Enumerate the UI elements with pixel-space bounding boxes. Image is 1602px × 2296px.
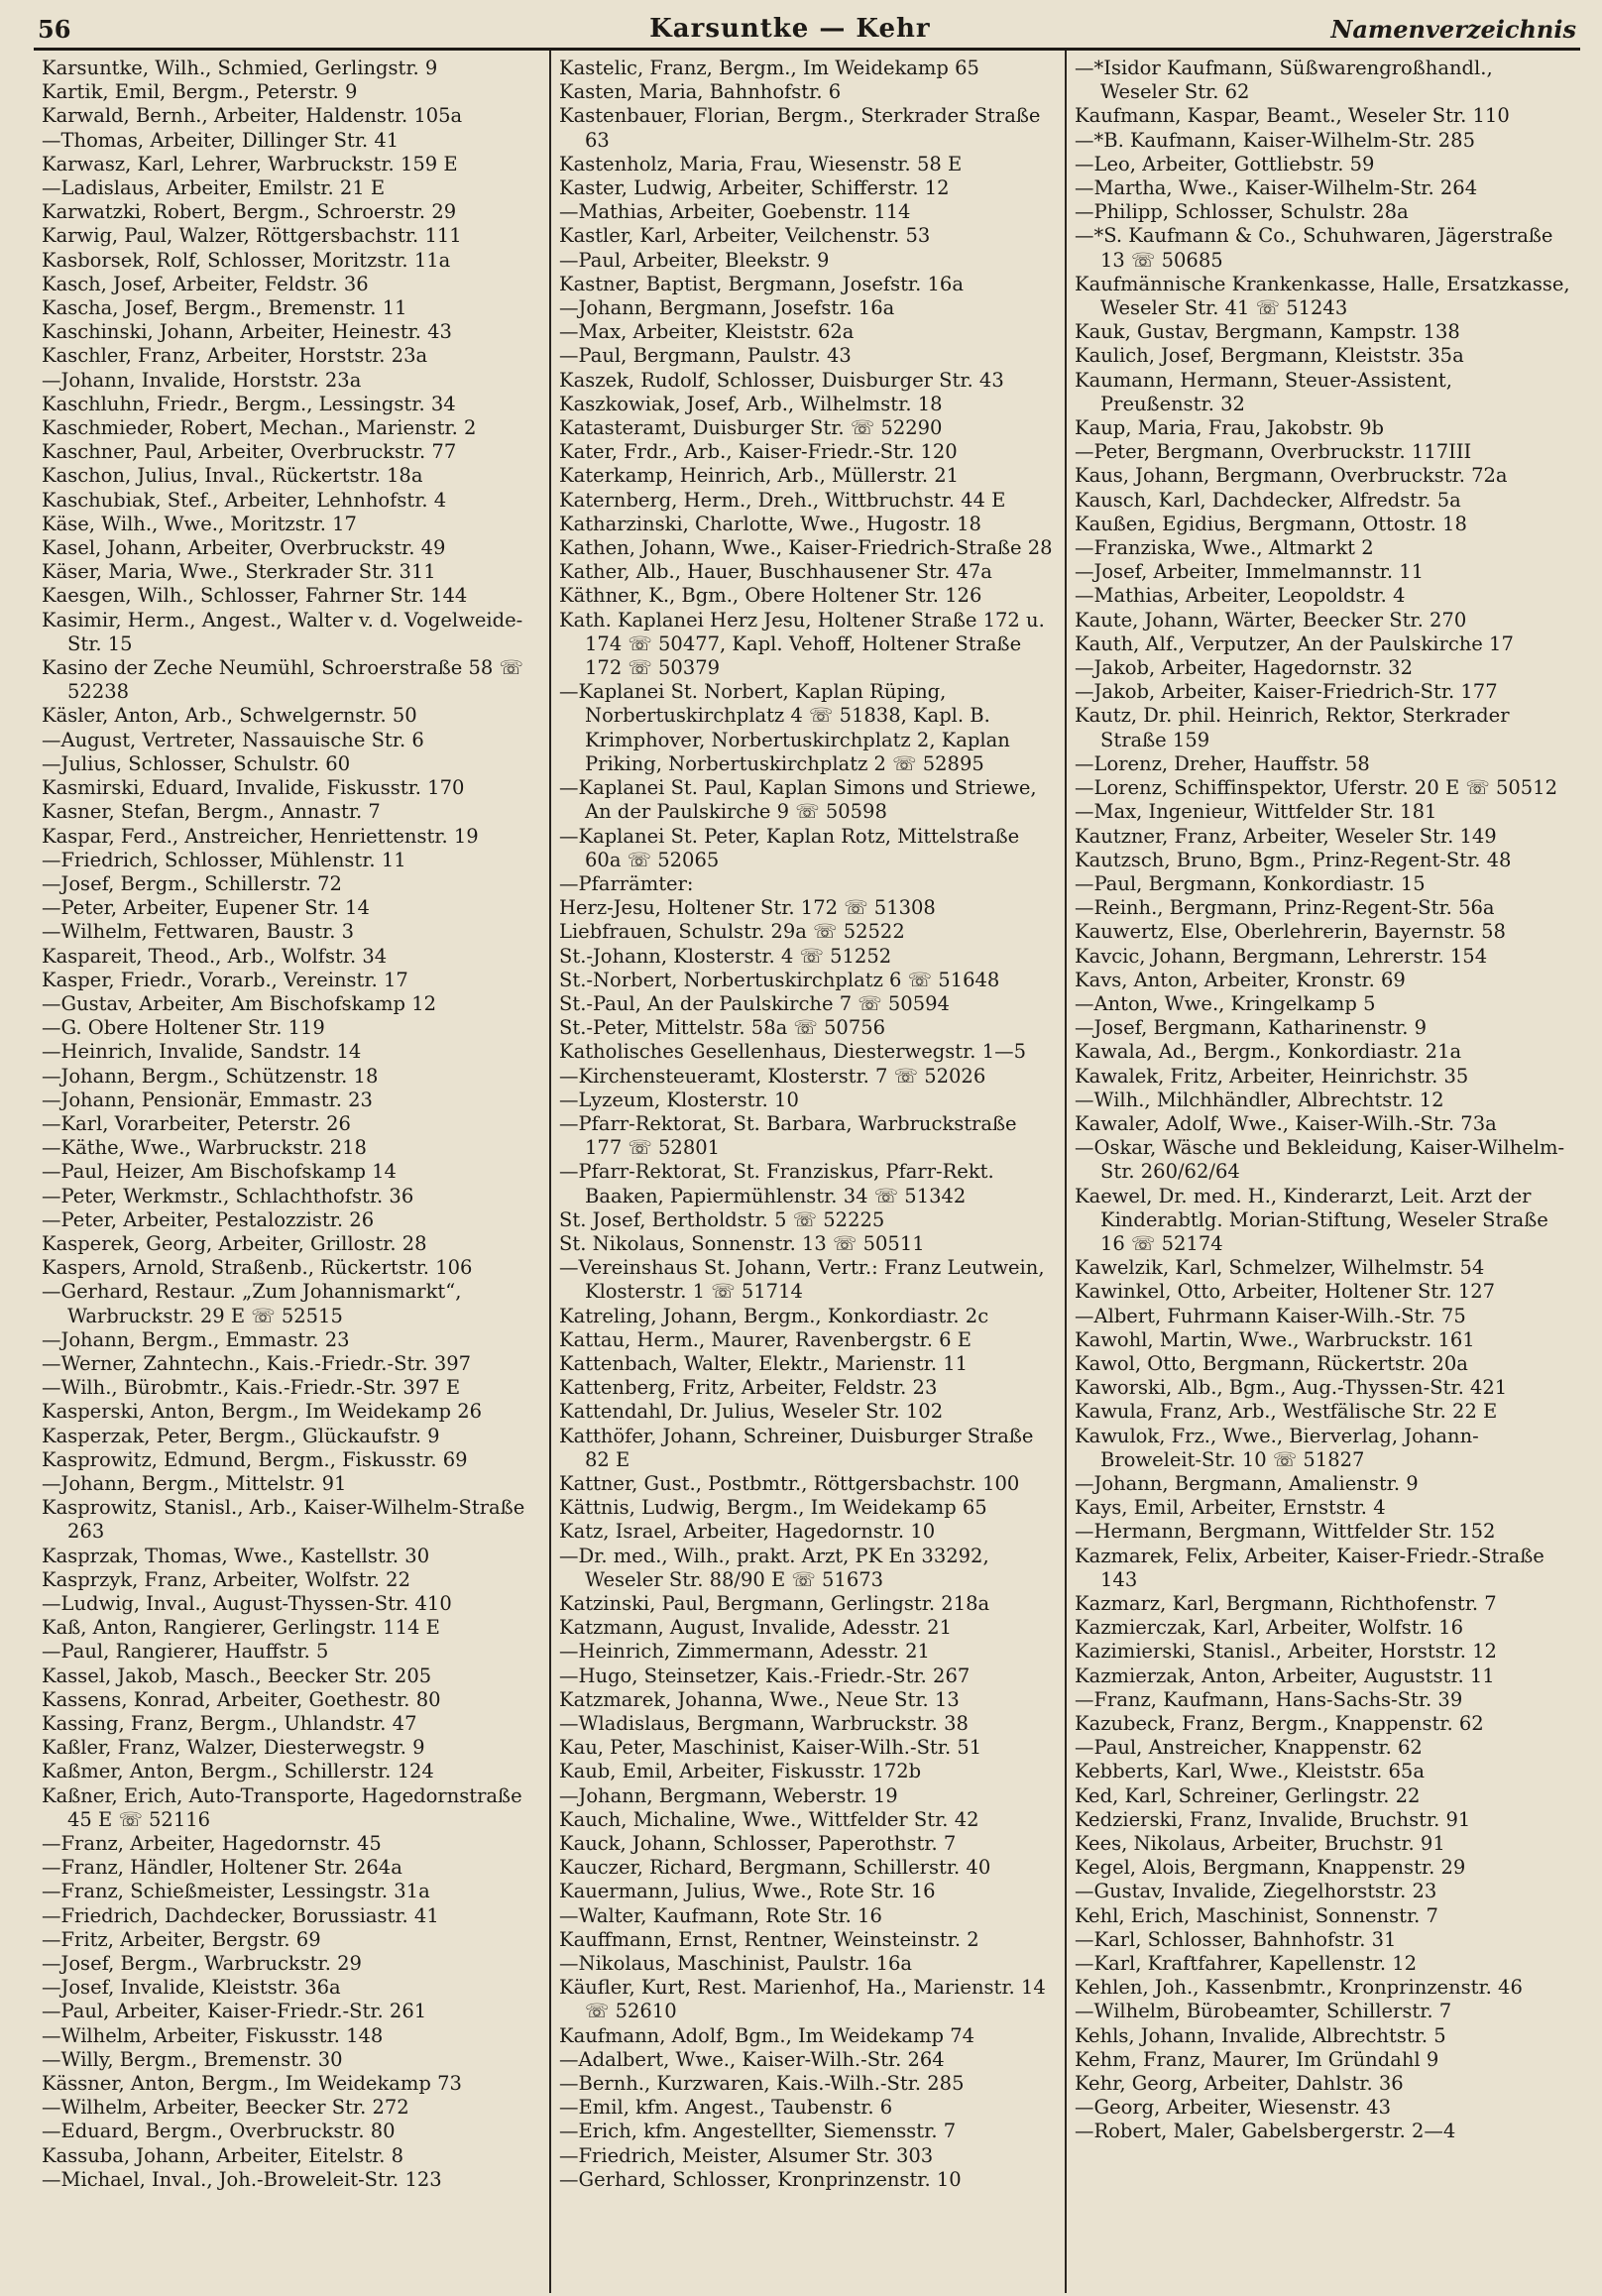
directory-entry: St.-Johann, Klosterstr. 4 ☏ 51252 [559, 944, 892, 968]
directory-entry: Kebberts, Karl, Wwe., Kleiststr. 65a [1075, 1760, 1425, 1783]
directory-entry: Ked, Karl, Schreiner, Gerlingstr. 22 [1075, 1783, 1421, 1807]
directory-entry: —Thomas, Arbeiter, Dillinger Str. 41 [42, 128, 400, 152]
directory-entry: —Dr. med., Wilh., prakt. Arzt, PK En 33292, Weseler Str. 88/90 E ☏ 51673 [559, 1544, 989, 1591]
directory-entry: Kazmarz, Karl, Bergmann, Richthofenstr. 7 [1075, 1592, 1497, 1615]
page-header [34, 0, 1580, 51]
directory-entry: Kawol, Otto, Bergmann, Rückertstr. 20a [1075, 1351, 1468, 1375]
directory-entry: Kasprzak, Thomas, Wwe., Kastellstr. 30 [42, 1544, 430, 1567]
directory-entry: —Pfarr-Rektorat, St. Franziskus, Pfarr-Rekt. Baaken, Papiermühlenstr. 34 ☏ 51342 [559, 1160, 994, 1207]
directory-entry: St.-Peter, Mittelstr. 58a ☏ 50756 [559, 1016, 886, 1040]
directory-entry: St. Nikolaus, Sonnenstr. 13 ☏ 50511 [559, 1231, 925, 1255]
directory-entry: —Johann, Bergm., Mittelstr. 91 [42, 1471, 347, 1495]
directory-entry: Kastner, Baptist, Bergmann, Josefstr. 16a [559, 272, 964, 295]
directory-entry: Karwasz, Karl, Lehrer, Warbruckstr. 159 E [42, 152, 458, 175]
directory-entry: Kaumann, Hermann, Steuer-Assistent, Preußenstr. 32 [1075, 368, 1452, 415]
directory-entry: —Anton, Wwe., Kringelkamp 5 [1075, 991, 1376, 1015]
directory-entry: Kaewel, Dr. med. H., Kinderarzt, Leit. Arzt der Kinderabtlg. Morian-Stiftung, Weseler Straße 16 ☏ 52174 [1075, 1184, 1548, 1255]
directory-entry: Kaszkowiak, Josef, Arb., Wilhelmstr. 18 [559, 392, 943, 415]
directory-entry: Kaworski, Alb., Bgm., Aug.-Thyssen-Str. 421 [1075, 1376, 1508, 1400]
directory-entry: Kays, Emil, Arbeiter, Ernststr. 4 [1075, 1496, 1386, 1520]
directory-entry: Kaesgen, Wilh., Schlosser, Fahrner Str. 144 [42, 584, 468, 608]
directory-entry: —Peter, Werkmstr., Schlachthofstr. 36 [42, 1184, 414, 1207]
running-title: Karsuntke — Kehr [649, 14, 931, 44]
directory-entry: —Karl, Vorarbeiter, Peterstr. 26 [42, 1111, 351, 1135]
directory-entry: Kässner, Anton, Bergm., Im Weidekamp 73 [42, 2072, 462, 2096]
directory-entry: —Josef, Arbeiter, Immelmannstr. 11 [1075, 560, 1425, 584]
directory-entry: Karwald, Bernh., Arbeiter, Haldenstr. 105a [42, 104, 463, 128]
directory-entry: —Paul, Rangierer, Hauffstr. 5 [42, 1640, 329, 1664]
directory-entry: St.-Norbert, Norbertuskirchplatz 6 ☏ 51648 [559, 968, 1000, 991]
directory-entry: —Emil, kfm. Angest., Taubenstr. 6 [559, 2096, 893, 2120]
directory-entry: Kasprzyk, Franz, Arbeiter, Wolfstr. 22 [42, 1567, 410, 1591]
directory-entry: —Mathias, Arbeiter, Leopoldstr. 4 [1075, 584, 1406, 608]
directory-entry: Katernberg, Herm., Dreh., Wittbruchstr. 44 E [559, 488, 1006, 512]
directory-entry: —Kaplanei St. Peter, Kaplan Rotz, Mittelstraße 60a ☏ 52065 [559, 824, 1020, 871]
directory-entry: Kättnis, Ludwig, Bergm., Im Weidekamp 65 [559, 1496, 987, 1520]
directory-entry: —Jakob, Arbeiter, Kaiser-Friedrich-Str. 177 [1075, 680, 1498, 704]
directory-entry: —Bernh., Kurzwaren, Kais.-Wilh.-Str. 285 [559, 2072, 965, 2096]
directory-entry: Kauermann, Julius, Wwe., Rote Str. 16 [559, 1880, 936, 1903]
directory-entry: Kauck, Johann, Schlosser, Paperothstr. 7 [559, 1832, 957, 1856]
directory-entry: Käse, Wilh., Wwe., Moritzstr. 17 [42, 512, 357, 535]
directory-entry: —Friedrich, Dachdecker, Borussiastr. 41 [42, 1903, 439, 1927]
directory-entry: Kaußen, Egidius, Bergmann, Ottostr. 18 [1075, 512, 1467, 535]
directory-entry: Kazmierzak, Anton, Arbeiter, Auguststr. 11 [1075, 1664, 1495, 1687]
directory-entry: Käthner, K., Bgm., Obere Holtener Str. 126 [559, 584, 982, 608]
directory-entry: —Lorenz, Schiffinspektor, Uferstr. 20 E ☏ 50512 [1075, 776, 1557, 800]
directory-entry: Katzmann, August, Invalide, Adesstr. 21 [559, 1616, 952, 1640]
directory-entry: Kaster, Ludwig, Arbeiter, Schifferstr. 12 [559, 176, 950, 200]
directory-entry: —Martha, Wwe., Kaiser-Wilhelm-Str. 264 [1075, 176, 1478, 200]
directory-entry: Kauwertz, Else, Oberlehrerin, Bayernstr. 58 [1075, 920, 1506, 944]
directory-entry: Kather, Alb., Hauer, Buschhausener Str. 47a [559, 560, 992, 584]
directory-entry: —Reinh., Bergmann, Prinz-Regent-Str. 56a [1075, 896, 1495, 920]
directory-entry: —Willy, Bergm., Bremenstr. 30 [42, 2047, 343, 2071]
directory-entry: —Wilh., Milchhändler, Albrechtstr. 12 [1075, 1088, 1444, 1111]
directory-entry: Kascha, Josef, Bergm., Bremenstr. 11 [42, 296, 407, 320]
directory-entry: —Michael, Inval., Joh.-Broweleit-Str. 123 [42, 2167, 442, 2191]
directory-entry: Kassing, Franz, Bergm., Uhlandstr. 47 [42, 1712, 417, 1736]
directory-entry: —Gerhard, Schlosser, Kronprinzenstr. 10 [559, 2167, 962, 2191]
directory-entry: —Gustav, Arbeiter, Am Bischofskamp 12 [42, 991, 437, 1015]
directory-entry: Kehl, Erich, Maschinist, Sonnenstr. 7 [1075, 1903, 1438, 1927]
directory-entry: —Karl, Kraftfahrer, Kapellenstr. 12 [1075, 1952, 1418, 1976]
directory-entry: Kaschner, Paul, Arbeiter, Overbruckstr. 77 [42, 440, 457, 464]
directory-entry: —Franz, Händler, Holtener Str. 264a [42, 1856, 402, 1880]
directory-entry: —Paul, Bergmann, Konkordiastr. 15 [1075, 871, 1426, 895]
directory-entry: —Wilhelm, Arbeiter, Fiskusstr. 148 [42, 2023, 384, 2047]
directory-entry: —Heinrich, Zimmermann, Adesstr. 21 [559, 1640, 930, 1664]
directory-entry: —Wilhelm, Bürobeamter, Schillerstr. 7 [1075, 2000, 1452, 2023]
directory-entry: Katthöfer, Johann, Schreiner, Duisburger Straße 82 E [559, 1424, 1034, 1471]
page-number: 56 [38, 15, 71, 44]
directory-entry: Käser, Maria, Wwe., Sterkrader Str. 311 [42, 560, 436, 584]
directory-entry: —Peter, Arbeiter, Eupener Str. 14 [42, 896, 370, 920]
directory-entry: —Paul, Heizer, Am Bischofskamp 14 [42, 1160, 397, 1184]
directory-entry: Kater, Frdr., Arb., Kaiser-Friedr.-Str. 120 [559, 440, 958, 464]
directory-entry: —Mathias, Arbeiter, Goebenstr. 114 [559, 200, 911, 224]
directory-entry: Kasperek, Georg, Arbeiter, Grillostr. 28 [42, 1231, 427, 1255]
directory-entry: —Vereinshaus St. Johann, Vertr.: Franz Leutwein, Klosterstr. 1 ☏ 51714 [559, 1256, 1045, 1304]
directory-entry: Kawinkel, Otto, Arbeiter, Holtener Str. 127 [1075, 1280, 1496, 1304]
directory-entry: —Erich, kfm. Angestellter, Siemensstr. 7 [559, 2120, 957, 2143]
directory-entry: —Jakob, Arbeiter, Hagedornstr. 32 [1075, 656, 1413, 680]
directory-entry: Kasino der Zeche Neumühl, Schroerstraße 58 ☏ 52238 [42, 656, 523, 704]
column-right [1065, 51, 1580, 2293]
directory-entry: Kaschluhn, Friedr., Bergm., Lessingstr. 34 [42, 392, 456, 415]
directory-entry: Kazmarek, Felix, Arbeiter, Kaiser-Friedr.-Straße 143 [1075, 1544, 1545, 1591]
directory-entry: —Kirchensteueramt, Klosterstr. 7 ☏ 52026 [559, 1064, 986, 1088]
directory-entry: Kaßler, Franz, Walzer, Diesterwegstr. 9 [42, 1736, 425, 1760]
directory-entry: Kaub, Emil, Arbeiter, Fiskusstr. 172b [559, 1760, 922, 1783]
directory-entry: —Philipp, Schlosser, Schulstr. 28a [1075, 200, 1409, 224]
directory-entry: Kaszek, Rudolf, Schlosser, Duisburger Str. 43 [559, 368, 1004, 392]
directory-entry: —Gerhard, Restaur. „Zum Johannismarkt“, Warbruckstr. 29 E ☏ 52515 [42, 1280, 462, 1327]
directory-entry: Kaufmann, Kaspar, Beamt., Weseler Str. 110 [1075, 104, 1510, 128]
directory-entry: Kassens, Konrad, Arbeiter, Goethestr. 80 [42, 1687, 441, 1711]
directory-entry: Kattenberg, Fritz, Arbeiter, Feldstr. 23 [559, 1376, 938, 1400]
directory-entry: —Franz, Arbeiter, Hagedornstr. 45 [42, 1832, 382, 1856]
directory-entry: —Franziska, Wwe., Altmarkt 2 [1075, 536, 1374, 560]
directory-entry: Kaschmieder, Robert, Mechan., Marienstr. 2 [42, 416, 477, 440]
directory-entry: —Kaplanei St. Paul, Kaplan Simons und Striewe, An der Paulskirche 9 ☏ 50598 [559, 776, 1037, 824]
directory-entry: —Franz, Kaufmann, Hans-Sachs-Str. 39 [1075, 1687, 1463, 1711]
directory-entry: Kaspers, Arnold, Straßenb., Rückertstr. 106 [42, 1256, 473, 1280]
directory-entry: —Max, Arbeiter, Kleiststr. 62a [559, 320, 855, 344]
directory-entry: Kausch, Karl, Dachdecker, Alfredstr. 5a [1075, 488, 1461, 512]
directory-entry: Kazmierczak, Karl, Arbeiter, Wolfstr. 16 [1075, 1616, 1463, 1640]
directory-entry: Kehm, Franz, Maurer, Im Gründahl 9 [1075, 2047, 1439, 2071]
directory-entry: Kawala, Ad., Bergm., Konkordiastr. 21a [1075, 1040, 1462, 1064]
directory-entry: —Nikolaus, Maschinist, Paulstr. 16a [559, 1952, 913, 1976]
directory-entry: Kavcic, Johann, Bergmann, Lehrerstr. 154 [1075, 944, 1488, 968]
directory-entry: Kasimir, Herm., Angest., Walter v. d. Vogelweide-Str. 15 [42, 608, 523, 655]
directory-entry: Kasperski, Anton, Bergm., Im Weidekamp 26 [42, 1400, 483, 1424]
directory-entry: Kartik, Emil, Bergm., Peterstr. 9 [42, 80, 358, 104]
directory-entry: St.-Paul, An der Paulskirche 7 ☏ 50594 [559, 991, 950, 1015]
directory-entry: Kawohl, Martin, Wwe., Warbruckstr. 161 [1075, 1327, 1475, 1351]
directory-entry: —Walter, Kaufmann, Rote Str. 16 [559, 1903, 882, 1927]
directory-entry: Kauffmann, Ernst, Rentner, Weinsteinstr. 2 [559, 1927, 979, 1951]
directory-entry: —Kaplanei St. Norbert, Kaplan Rüping, Norbertuskirchplatz 4 ☏ 51838, Kapl. B. Krimphover, Norbertuskirchplatz 2, Kaplan Priking, Norbertuskirchplatz 2 ☏ 52895 [559, 680, 1010, 775]
directory-entry: Käsler, Anton, Arb., Schwelgernstr. 50 [42, 704, 417, 728]
directory-entry: —Friedrich, Schlosser, Mühlenstr. 11 [42, 848, 406, 871]
directory-entry: Kees, Nikolaus, Arbeiter, Bruchstr. 91 [1075, 1832, 1445, 1856]
directory-entry: Kaschon, Julius, Inval., Rückertstr. 18a [42, 464, 423, 488]
directory-entry: Kaus, Johann, Bergmann, Overbruckstr. 72a [1075, 464, 1508, 488]
directory-entry: Kastenholz, Maria, Frau, Wiesenstr. 58 E [559, 152, 963, 175]
directory-entry: Katreling, Johann, Bergm., Konkordiastr. 2c [559, 1304, 989, 1327]
directory-entry: St. Josef, Bertholdstr. 5 ☏ 52225 [559, 1207, 885, 1231]
directory-entry: Kasperzak, Peter, Bergm., Glückaufstr. 9 [42, 1424, 440, 1447]
directory-entry: —Robert, Maler, Gabelsbergerstr. 2—4 [1075, 2120, 1456, 2143]
directory-entry: Karsuntke, Wilh., Schmied, Gerlingstr. 9 [42, 57, 438, 79]
directory-entry: Kautzner, Franz, Arbeiter, Weseler Str. 149 [1075, 824, 1497, 848]
directory-entry: Kassel, Jakob, Masch., Beecker Str. 205 [42, 1664, 432, 1687]
directory-entry: —Pfarr-Rektorat, St. Barbara, Warbruckstraße 177 ☏ 52801 [559, 1111, 1017, 1160]
directory-entry: Kattau, Herm., Maurer, Ravenbergstr. 6 E [559, 1327, 972, 1351]
directory-entry: Kawulok, Frz., Wwe., Bierverlag, Johann-Broweleit-Str. 10 ☏ 51827 [1075, 1424, 1479, 1471]
directory-entry: —Ludwig, Inval., August-Thyssen-Str. 410 [42, 1592, 452, 1615]
directory-columns [34, 51, 1580, 2293]
directory-entry: —Friedrich, Meister, Alsumer Str. 303 [559, 2143, 934, 2167]
directory-entry: Kauch, Michaline, Wwe., Wittfelder Str. 42 [559, 1807, 979, 1831]
directory-entry: —Paul, Arbeiter, Bleekstr. 9 [559, 248, 830, 272]
directory-entry: Karwig, Paul, Walzer, Röttgersbachstr. 111 [42, 224, 462, 248]
directory-entry: —Leo, Arbeiter, Gottliebstr. 59 [1075, 152, 1375, 175]
directory-entry: Kaulich, Josef, Bergmann, Kleiststr. 35a [1075, 344, 1464, 368]
directory-entry: —Johann, Bergmann, Josefstr. 16a [559, 296, 895, 320]
directory-entry: Käufler, Kurt, Rest. Marienhof, Ha., Marienstr. 14 ☏ 52610 [559, 1976, 1046, 2023]
directory-entry: Kasprowitz, Edmund, Bergm., Fiskusstr. 69 [42, 1447, 468, 1471]
directory-entry: —Johann, Bergmann, Weberstr. 19 [559, 1783, 898, 1807]
directory-entry: —Käthe, Wwe., Warbruckstr. 218 [42, 1136, 367, 1160]
directory-entry: Kaufmännische Krankenkasse, Halle, Ersatzkasse, Weseler Str. 41 ☏ 51243 [1075, 272, 1570, 320]
directory-entry: Kazubeck, Franz, Bergm., Knappenstr. 62 [1075, 1712, 1484, 1736]
directory-entry: —Eduard, Bergm., Overbruckstr. 80 [42, 2120, 396, 2143]
directory-entry: Kaute, Johann, Wärter, Beecker Str. 270 [1075, 608, 1467, 631]
directory-entry: Kath. Kaplanei Herz Jesu, Holtener Straße 172 u. 174 ☏ 50477, Kapl. Vehoff, Holtener Straße 172 ☏ 50379 [559, 608, 1045, 680]
directory-entry: Katzinski, Paul, Bergmann, Gerlingstr. 218a [559, 1592, 990, 1615]
directory-entry: Kawaler, Adolf, Wwe., Kaiser-Wilh.-Str. 73a [1075, 1111, 1497, 1135]
directory-entry: —Karl, Schlosser, Bahnhofstr. 31 [1075, 1927, 1397, 1951]
directory-entry: Liebfrauen, Schulstr. 29a ☏ 52522 [559, 920, 905, 944]
directory-entry: Kazimierski, Stanisl., Arbeiter, Horststr. 12 [1075, 1640, 1497, 1664]
directory-entry: Kastler, Karl, Arbeiter, Veilchenstr. 53 [559, 224, 931, 248]
directory-entry: Katharzinski, Charlotte, Wwe., Hugostr. 18 [559, 512, 981, 535]
directory-entry: Kedzierski, Franz, Invalide, Bruchstr. 91 [1075, 1807, 1471, 1831]
directory-entry: Kauth, Alf., Verputzer, An der Paulskirche 17 [1075, 631, 1514, 655]
directory-entry: Katasteramt, Duisburger Str. ☏ 52290 [559, 416, 943, 440]
directory-entry: Herz-Jesu, Holtener Str. 172 ☏ 51308 [559, 896, 936, 920]
directory-entry: —Wilhelm, Arbeiter, Beecker Str. 272 [42, 2096, 409, 2120]
directory-entry: Kavs, Anton, Arbeiter, Kronstr. 69 [1075, 968, 1406, 991]
directory-entry: Kasper, Friedr., Vorarb., Vereinstr. 17 [42, 968, 408, 991]
directory-entry: —Julius, Schlosser, Schulstr. 60 [42, 751, 351, 775]
directory-entry: Kattenbach, Walter, Elektr., Marienstr. 11 [559, 1351, 969, 1375]
directory-entry: —Ladislaus, Arbeiter, Emilstr. 21 E [42, 176, 386, 200]
directory-entry: Kaufmann, Adolf, Bgm., Im Weidekamp 74 [559, 2023, 975, 2047]
directory-entry: Kawelzik, Karl, Schmelzer, Wilhelmstr. 54 [1075, 1256, 1485, 1280]
column-left [34, 51, 549, 2293]
directory-entry: —Johann, Bergm., Schützenstr. 18 [42, 1064, 379, 1088]
directory-entry: —Wilh., Bürobmtr., Kais.-Friedr.-Str. 397 E [42, 1376, 461, 1400]
directory-entry: Kasch, Josef, Arbeiter, Feldstr. 36 [42, 272, 369, 295]
directory-entry: Kathen, Johann, Wwe., Kaiser-Friedrich-Straße 28 [559, 536, 1053, 560]
directory-entry: Kaup, Maria, Frau, Jakobstr. 9b [1075, 416, 1385, 440]
directory-entry: Kasprowitz, Stanisl., Arb., Kaiser-Wilhelm-Straße 263 [42, 1496, 525, 1544]
directory-entry: Kautzsch, Bruno, Bgm., Prinz-Regent-Str. 48 [1075, 848, 1512, 871]
directory-entry: —Adalbert, Wwe., Kaiser-Wilh.-Str. 264 [559, 2047, 945, 2071]
directory-entry: Kasner, Stefan, Bergm., Annastr. 7 [42, 800, 381, 824]
directory-entry: Karwatzki, Robert, Bergm., Schroerstr. 29 [42, 200, 457, 224]
directory-entry: Kassuba, Johann, Arbeiter, Eitelstr. 8 [42, 2143, 404, 2167]
directory-entry: Kaschubiak, Stef., Arbeiter, Lehnhofstr. 4 [42, 488, 447, 512]
directory-entry: Kauczer, Richard, Bergmann, Schillerstr. 40 [559, 1856, 991, 1880]
directory-entry: Kauk, Gustav, Bergmann, Kampstr. 138 [1075, 320, 1460, 344]
directory-entry: Katz, Israel, Arbeiter, Hagedornstr. 10 [559, 1520, 936, 1544]
directory-entry: Kehr, Georg, Arbeiter, Dahlstr. 36 [1075, 2072, 1404, 2096]
directory-entry: —Albert, Fuhrmann Kaiser-Wilh.-Str. 75 [1075, 1304, 1466, 1327]
directory-entry: Kawalek, Fritz, Arbeiter, Heinrichstr. 35 [1075, 1064, 1469, 1088]
directory-entry: —Wilhelm, Fettwaren, Baustr. 3 [42, 920, 355, 944]
directory-entry: —Heinrich, Invalide, Sandstr. 14 [42, 1040, 362, 1064]
directory-entry: —Lyzeum, Klosterstr. 10 [559, 1088, 799, 1111]
directory-entry: Kaßner, Erich, Auto-Transporte, Hagedornstraße 45 E ☏ 52116 [42, 1783, 522, 1831]
directory-entry: Kattner, Gust., Postbmtr., Röttgersbachstr. 100 [559, 1471, 1020, 1495]
directory-entry: Kehlen, Joh., Kassenbmtr., Kronprinzenstr. 46 [1075, 1976, 1523, 2000]
directory-entry: —August, Vertreter, Nassauische Str. 6 [42, 728, 424, 751]
directory-entry: Katholisches Gesellenhaus, Diesterwegstr. 1—5 [559, 1040, 1026, 1064]
directory-entry: Kasmirski, Eduard, Invalide, Fiskusstr. 170 [42, 776, 465, 800]
directory-entry: Kaschinski, Johann, Arbeiter, Heinestr. 43 [42, 320, 452, 344]
directory-entry: —Johann, Bergm., Emmastr. 23 [42, 1327, 350, 1351]
directory-entry: Kawula, Franz, Arb., Westfälische Str. 22 E [1075, 1400, 1498, 1424]
directory-entry: Kaspareit, Theod., Arb., Wolfstr. 34 [42, 944, 388, 968]
directory-entry: —*S. Kaufmann & Co., Schuhwaren, Jägerstraße 13 ☏ 50685 [1075, 224, 1553, 272]
directory-entry: —Johann, Bergmann, Amalienstr. 9 [1075, 1471, 1419, 1495]
directory-entry: Katzmarek, Johanna, Wwe., Neue Str. 13 [559, 1687, 960, 1711]
directory-entry: —Paul, Anstreicher, Knappenstr. 62 [1075, 1736, 1423, 1760]
directory-entry: —*B. Kaufmann, Kaiser-Wilhelm-Str. 285 [1075, 128, 1475, 152]
directory-entry: —Georg, Arbeiter, Wiesenstr. 43 [1075, 2096, 1391, 2120]
directory-entry: —Lorenz, Dreher, Hauffstr. 58 [1075, 751, 1370, 775]
directory-entry: —Josef, Invalide, Kleiststr. 36a [42, 1976, 341, 2000]
directory-entry: Kehls, Johann, Invalide, Albrechtstr. 5 [1075, 2023, 1446, 2047]
directory-entry: —Max, Ingenieur, Wittfelder Str. 181 [1075, 800, 1437, 824]
directory-entry: —Wladislaus, Bergmann, Warbruckstr. 38 [559, 1712, 969, 1736]
directory-entry: Kastelic, Franz, Bergm., Im Weidekamp 65 [559, 57, 979, 79]
column-middle [549, 51, 1065, 2293]
directory-entry: —Fritz, Arbeiter, Bergstr. 69 [42, 1927, 321, 1951]
directory-entry: —Pfarrämter: [559, 871, 694, 895]
directory-entry: —G. Obere Holtener Str. 119 [42, 1016, 325, 1040]
directory-entry: Kaschler, Franz, Arbeiter, Horststr. 23a [42, 344, 428, 368]
directory-entry: Kaß, Anton, Rangierer, Gerlingstr. 114 E [42, 1616, 440, 1640]
directory-entry: —Gustav, Invalide, Ziegelhorststr. 23 [1075, 1880, 1437, 1903]
directory-entry: Kasten, Maria, Bahnhofstr. 6 [559, 80, 842, 104]
directory-entry: Kegel, Alois, Bergmann, Knappenstr. 29 [1075, 1856, 1466, 1880]
directory-entry: —Paul, Bergmann, Paulstr. 43 [559, 344, 852, 368]
directory-entry: Kaspar, Ferd., Anstreicher, Henriettenstr. 19 [42, 824, 479, 848]
directory-entry: —Oskar, Wäsche und Bekleidung, Kaiser-Wilhelm-Str. 260/62/64 [1075, 1136, 1565, 1184]
directory-entry: —Franz, Schießmeister, Lessingstr. 31a [42, 1880, 430, 1903]
directory-entry: —Paul, Arbeiter, Kaiser-Friedr.-Str. 261 [42, 2000, 427, 2023]
directory-entry: Kaßmer, Anton, Bergm., Schillerstr. 124 [42, 1760, 434, 1783]
directory-entry: Kattendahl, Dr. Julius, Weseler Str. 102 [559, 1400, 944, 1424]
directory-entry: —Josef, Bergm., Warbruckstr. 29 [42, 1952, 362, 1976]
directory-entry: Kautz, Dr. phil. Heinrich, Rektor, Sterkrader Straße 159 [1075, 704, 1510, 751]
directory-entry: —Werner, Zahntechn., Kais.-Friedr.-Str. 397 [42, 1351, 472, 1375]
directory-entry: Katerkamp, Heinrich, Arb., Müllerstr. 21 [559, 464, 960, 488]
directory-entry: Kasborsek, Rolf, Schlosser, Moritzstr. 11a [42, 248, 451, 272]
directory-entry: —Hermann, Bergmann, Wittfelder Str. 152 [1075, 1520, 1496, 1544]
directory-entry: —Peter, Arbeiter, Pestalozzistr. 26 [42, 1207, 375, 1231]
directory-entry: —Josef, Bergmann, Katharinenstr. 9 [1075, 1016, 1428, 1040]
directory-entry: —*Isidor Kaufmann, Süßwarengroßhandl., Weseler Str. 62 [1075, 57, 1493, 104]
directory-entry: Kasel, Johann, Arbeiter, Overbruckstr. 49 [42, 536, 446, 560]
directory-entry: —Hugo, Steinsetzer, Kais.-Friedr.-Str. 267 [559, 1664, 971, 1687]
directory-entry: —Peter, Bergmann, Overbruckstr. 117III [1075, 440, 1472, 464]
directory-entry: Kau, Peter, Maschinist, Kaiser-Wilh.-Str. 51 [559, 1736, 982, 1760]
section-title: Namenverzeichnis [1330, 15, 1576, 44]
directory-entry: —Josef, Bergm., Schillerstr. 72 [42, 871, 342, 895]
directory-entry: —Johann, Pensionär, Emmastr. 23 [42, 1088, 373, 1111]
directory-entry: Kastenbauer, Florian, Bergm., Sterkrader Straße 63 [559, 104, 1041, 152]
directory-entry: —Johann, Invalide, Horststr. 23a [42, 368, 362, 392]
